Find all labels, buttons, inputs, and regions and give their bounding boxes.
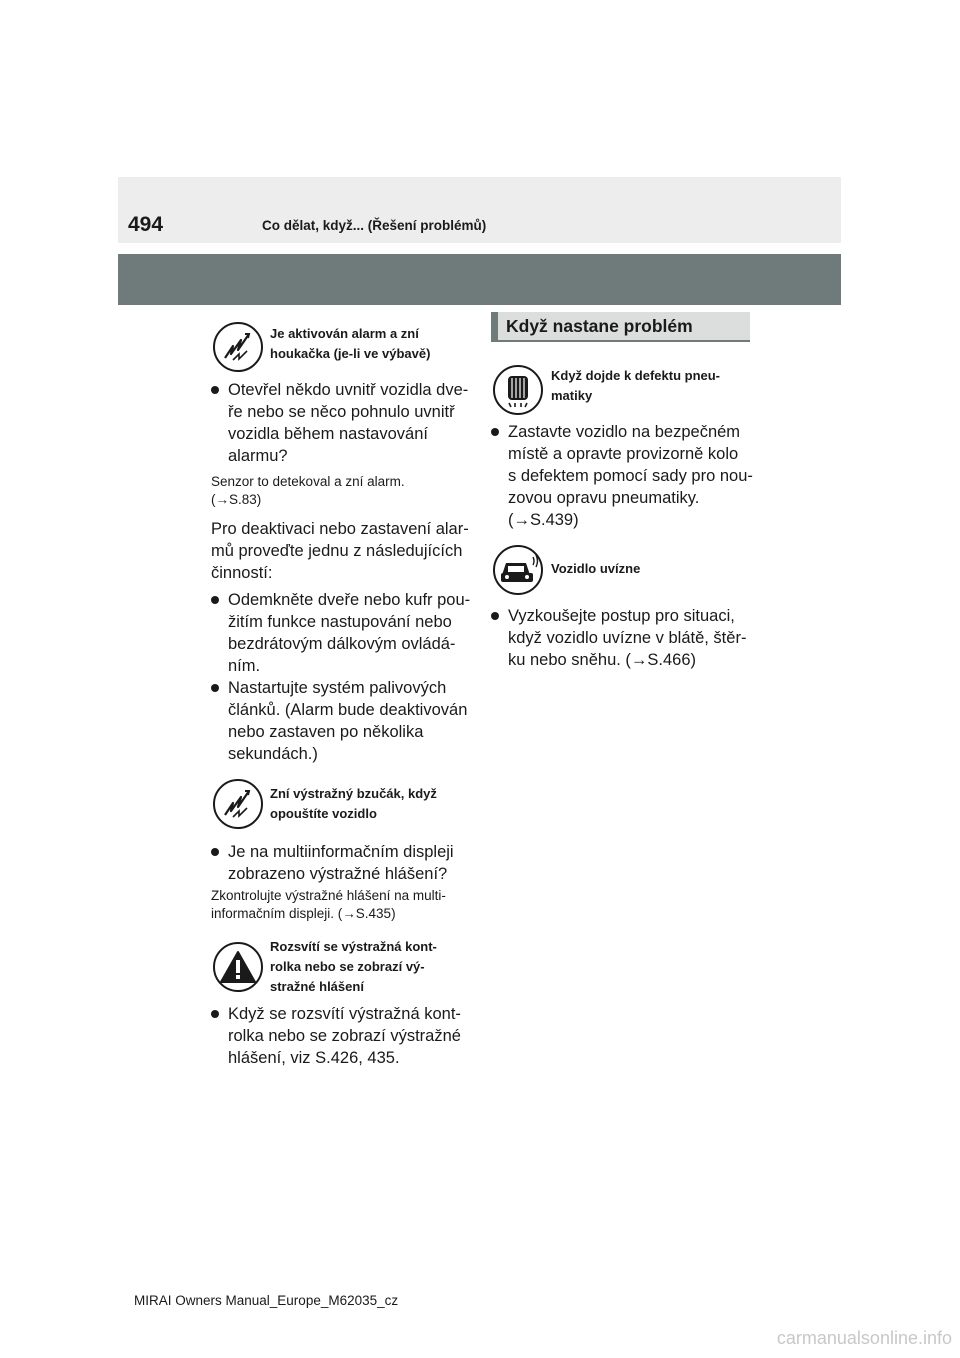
watermark: carmanualsonline.info <box>776 1328 952 1348</box>
flat-tire-icon <box>493 365 543 415</box>
bullet-item: Odemkněte dveře nebo kufr pou- žitím funkce nastupování nebo bezdrátovým dálkovým ovládá- ním. <box>211 589 471 677</box>
note-text: Zkontrolujte výstražné hlášení na multi- informačním displeji. (→S.435) <box>211 888 446 921</box>
footer-text: MIRAI Owners Manual_Europe_M62035_cz <box>134 1293 399 1308</box>
bullet-item: Když se rozsvítí výstražná kont- rolka nebo se zobrazí výstražné hlášení, viz S.426, 435. <box>211 1003 471 1069</box>
icon5-caption: Vozidlo uvízne <box>551 561 641 576</box>
icon1-caption: Je aktivován alarm a zní houkačka (je-li ve výbavě) <box>270 326 431 361</box>
section-heading: Když nastane problém <box>491 312 750 342</box>
note-text: Senzor to detekoval a zní alarm. (→S.83) <box>211 474 405 507</box>
page-number: 494 <box>128 213 164 236</box>
bullet-item: Otevřel někdo uvnitř vozidla dve- ře nebo se něco pohnulo uvnitř vozidla během nastavování alarmu? <box>211 379 471 467</box>
icon3-caption: Rozsvítí se výstražná kont- rolka nebo se zobrazí vý- stražné hlášení <box>270 939 437 994</box>
icon4-caption: Když dojde k defektu pneu- matiky <box>551 368 721 403</box>
paragraph: Pro deaktivaci nebo zastavení alar- mů proveďte jednu z následujících činností: <box>211 520 469 582</box>
icon2-caption: Zní výstražný bzučák, když opouštíte vozidlo <box>270 786 437 821</box>
bullet-item: Vyzkoušejte postup pro situaci, když vozidlo uvízne v blátě, štěr- ku nebo sněhu. (→S.466) <box>491 605 756 671</box>
bullet-item: Zastavte vozidlo na bezpečném místě a opravte provizorně kolo s defektem pomocí sady pro nou- zovou opravu pneumatiky. (→S.439) <box>491 421 756 531</box>
bullet-item: Je na multiinformačním displeji zobrazeno výstražné hlášení? <box>211 841 471 885</box>
warning-triangle-icon <box>213 942 263 992</box>
bullet-item: Nastartujte systém palivových článků. (Alarm bude deaktivován nebo zastaven po několika sekundách.) <box>211 677 471 765</box>
header-band <box>118 177 841 243</box>
buzzer-shock-icon <box>213 779 263 829</box>
header-title: Co dělat, když... (Řešení problémů) <box>262 218 487 233</box>
header-bar <box>118 254 841 305</box>
alarm-shock-icon <box>213 322 263 372</box>
stuck-car-icon <box>493 545 543 595</box>
